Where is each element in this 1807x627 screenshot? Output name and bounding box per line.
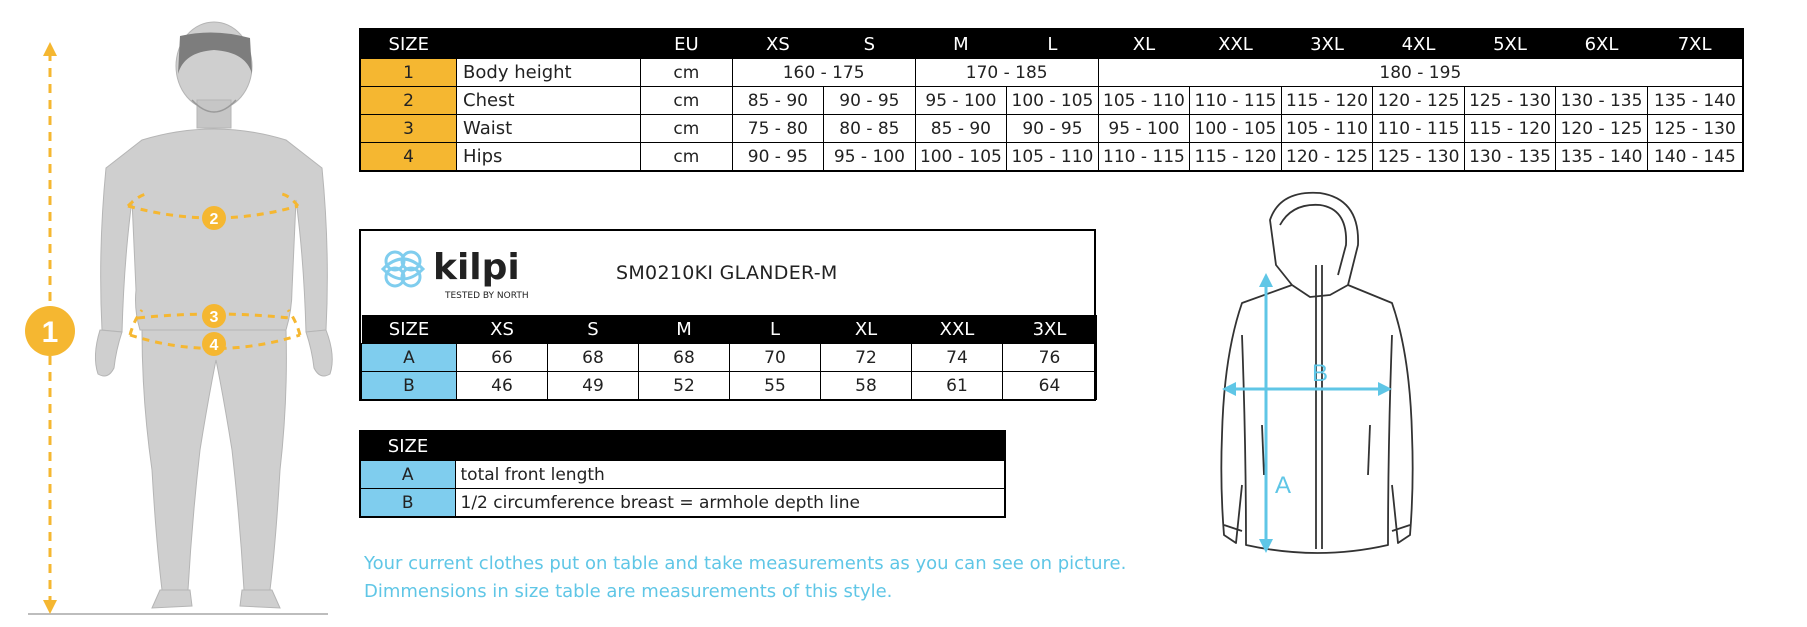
unit-cell: cm (641, 59, 733, 87)
value-cell: 49 (548, 372, 639, 400)
value-cell: 140 - 145 (1647, 143, 1743, 172)
value-cell: 90 - 95 (824, 87, 916, 115)
row-label: Chest (457, 87, 641, 115)
value-cell: 95 - 100 (1098, 115, 1190, 143)
value-cell: 110 - 115 (1373, 115, 1465, 143)
measurement-legend-table (359, 430, 1006, 518)
body-size-table (359, 28, 1744, 172)
row-number: 1 (360, 59, 457, 87)
table-row (360, 59, 1743, 87)
marker-2-label: 2 (209, 211, 219, 228)
value-cell: 90 - 95 (1007, 115, 1099, 143)
value-cell: 105 - 110 (1098, 87, 1190, 115)
header-cell: SIZE (360, 29, 457, 59)
row-key: B (360, 489, 455, 518)
table-row (362, 344, 1097, 372)
header-cell: 4XL (1373, 29, 1465, 59)
value-cell: 80 - 85 (824, 115, 916, 143)
header-cell: XL (821, 315, 912, 344)
measure-a-label: A (1275, 472, 1292, 499)
header-cell: L (730, 315, 821, 344)
header-cell: SIZE (362, 315, 457, 344)
value-cell: 170 - 185 (915, 59, 1098, 87)
value-cell: 100 - 105 (915, 143, 1007, 172)
row-key: A (360, 461, 455, 489)
value-cell: 115 - 120 (1464, 115, 1556, 143)
unit-cell: cm (641, 87, 733, 115)
value-cell: 52 (639, 372, 730, 400)
note-line-2: Dimmensions in size table are measurements of this style. (364, 581, 893, 602)
header-cell: XXL (912, 315, 1003, 344)
value-cell: 115 - 120 (1190, 143, 1282, 172)
header-cell: M (915, 29, 1007, 59)
measurement-note (364, 550, 1126, 606)
value-cell: 135 - 140 (1647, 87, 1743, 115)
jacket-table-header (362, 315, 1097, 344)
row-number: 2 (360, 87, 457, 115)
value-cell: 125 - 130 (1373, 143, 1465, 172)
value-cell: 85 - 90 (915, 115, 1007, 143)
brand-tagline: TESTED BY NORTH (445, 291, 529, 301)
header-cell: 6XL (1556, 29, 1648, 59)
value-cell: 110 - 115 (1098, 143, 1190, 172)
value-cell: 100 - 105 (1007, 87, 1099, 115)
measure-b-arrow (1222, 360, 1392, 396)
jacket-size-table (361, 315, 1097, 400)
value-cell: 70 (730, 344, 821, 372)
header-cell: S (824, 29, 916, 59)
row-description: 1/2 circumference breast = armhole depth line (455, 489, 1005, 518)
row-label: Waist (457, 115, 641, 143)
value-cell: 90 - 95 (732, 143, 824, 172)
value-cell: 130 - 135 (1464, 143, 1556, 172)
marker-3-label: 3 (209, 309, 219, 326)
brand-name: kilpi (433, 247, 520, 288)
header-cell: XS (732, 29, 824, 59)
header-cell-empty (455, 431, 1005, 461)
value-cell: 64 (1003, 372, 1097, 400)
value-cell: 120 - 125 (1373, 87, 1465, 115)
value-cell: 110 - 115 (1190, 87, 1282, 115)
value-cell: 72 (821, 344, 912, 372)
value-cell: 61 (912, 372, 1003, 400)
header-cell: 5XL (1464, 29, 1556, 59)
header-cell: 3XL (1003, 315, 1097, 344)
value-cell: 130 - 135 (1556, 87, 1648, 115)
table-row (360, 143, 1743, 172)
value-cell: 55 (730, 372, 821, 400)
value-cell: 68 (639, 344, 730, 372)
table-row (360, 489, 1005, 518)
unit-cell: cm (641, 143, 733, 172)
table-row (360, 87, 1743, 115)
value-cell: 58 (821, 372, 912, 400)
jacket-diagram (1180, 185, 1450, 585)
header-cell: XXL (1190, 29, 1282, 59)
row-key: B (362, 372, 457, 400)
brand-header (361, 231, 1096, 315)
row-number: 4 (360, 143, 457, 172)
row-label: Hips (457, 143, 641, 172)
value-cell: 68 (548, 344, 639, 372)
value-cell: 105 - 110 (1007, 143, 1099, 172)
header-cell (457, 29, 641, 59)
header-cell: XL (1098, 29, 1190, 59)
value-cell: 74 (912, 344, 1003, 372)
header-cell: S (548, 315, 639, 344)
marker-1 (25, 306, 75, 356)
value-cell: 100 - 105 (1190, 115, 1282, 143)
marker-1-label: 1 (41, 316, 59, 349)
row-key: A (362, 344, 457, 372)
product-size-box (359, 229, 1096, 401)
value-cell: 135 - 140 (1556, 143, 1648, 172)
value-cell: 105 - 110 (1281, 115, 1373, 143)
body-measurement-figure (0, 0, 345, 627)
marker-3 (202, 304, 226, 328)
value-cell: 125 - 130 (1464, 87, 1556, 115)
body-table-header (360, 29, 1743, 59)
value-cell: 95 - 100 (915, 87, 1007, 115)
kilpi-logo (371, 239, 531, 309)
table-row (362, 372, 1097, 400)
value-cell: 115 - 120 (1281, 87, 1373, 115)
header-cell: M (639, 315, 730, 344)
value-cell: 66 (457, 344, 548, 372)
table-row (360, 115, 1743, 143)
value-cell: 76 (1003, 344, 1097, 372)
row-number: 3 (360, 115, 457, 143)
value-cell: 125 - 130 (1647, 115, 1743, 143)
marker-4-label: 4 (209, 337, 219, 354)
measure-b-label: B (1312, 360, 1329, 387)
unit-cell: cm (641, 115, 733, 143)
header-cell: EU (641, 29, 733, 59)
header-cell: L (1007, 29, 1099, 59)
table-row (360, 461, 1005, 489)
value-cell: 85 - 90 (732, 87, 824, 115)
value-cell: 120 - 125 (1556, 115, 1648, 143)
value-cell: 75 - 80 (732, 115, 824, 143)
row-label: Body height (457, 59, 641, 87)
value-cell: 180 - 195 (1098, 59, 1743, 87)
row-description: total front length (455, 461, 1005, 489)
header-cell: SIZE (360, 431, 455, 461)
header-cell: 7XL (1647, 29, 1743, 59)
value-cell: 46 (457, 372, 548, 400)
measure-a-arrow (1259, 273, 1291, 553)
marker-4 (202, 332, 226, 356)
note-line-1: Your current clothes put on table and take measurements as you can see on picture. (364, 553, 1127, 574)
product-title: SM0210KI GLANDER-M (616, 262, 838, 284)
value-cell: 120 - 125 (1281, 143, 1373, 172)
header-cell: XS (457, 315, 548, 344)
value-cell: 95 - 100 (824, 143, 916, 172)
value-cell: 160 - 175 (732, 59, 915, 87)
legend-header (360, 431, 1005, 461)
header-cell: 3XL (1281, 29, 1373, 59)
marker-2 (202, 206, 226, 230)
